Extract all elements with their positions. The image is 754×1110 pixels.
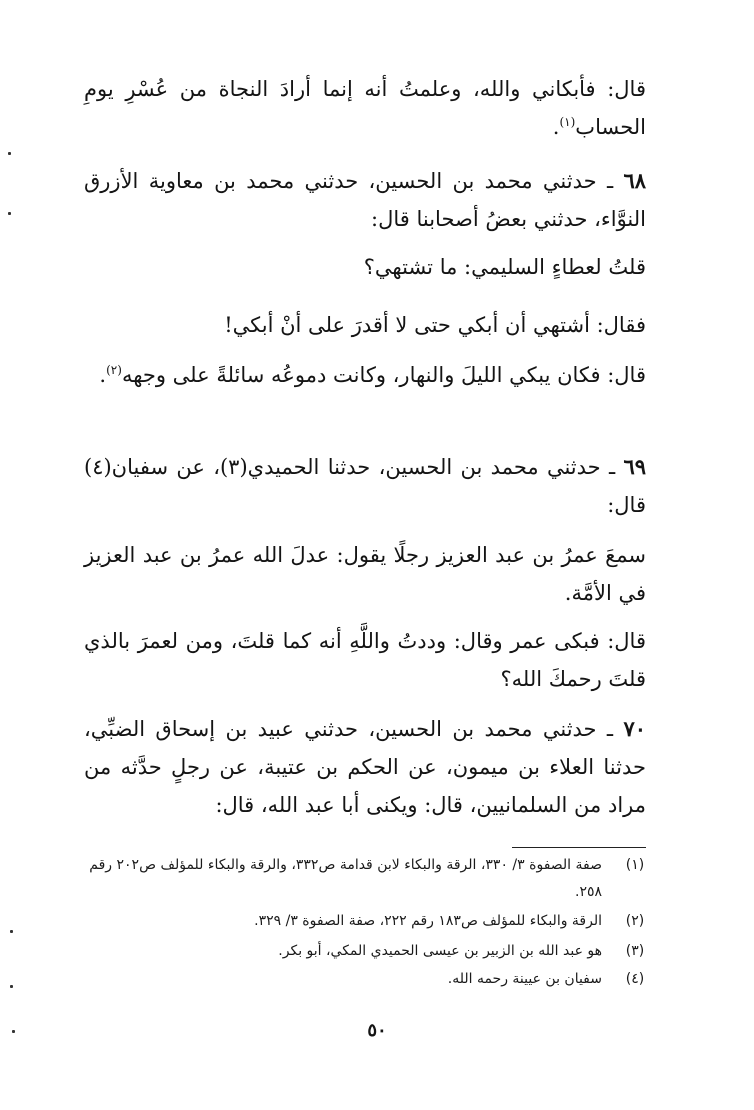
scan-mark	[10, 930, 13, 933]
scan-mark	[12, 1030, 15, 1033]
paragraph-1	[84, 70, 646, 146]
footnote-4-number: (٤)	[625, 971, 645, 987]
paragraph-7	[84, 536, 646, 612]
footnote-ref-1: (١)	[559, 115, 576, 129]
scan-mark	[8, 152, 11, 155]
footnote-1	[84, 852, 646, 906]
scan-mark	[10, 985, 13, 988]
footnote-2	[84, 908, 646, 935]
footnote-4-text: سفيان بن عيينة رحمه الله.	[447, 971, 602, 987]
paragraph-7-text: سمعَ عمرُ بن عبد العزيز رجلًا يقول: عدلَ الله عمرُ بن عبد العزيز في الأمَّة.	[84, 543, 646, 605]
paragraph-69-text: ـ حدثني محمد بن الحسين، حدثنا الحميدي(٣)، عن سفيان(٤) قال:	[84, 455, 646, 517]
paragraph-68-text: ـ حدثني محمد بن الحسين، حدثني محمد بن معاوية الأزرق النوَّاء، حدثني بعضُ أصحابنا قال:	[84, 169, 646, 231]
page-number: ٥٠	[367, 1020, 387, 1041]
paragraph-69	[84, 448, 646, 524]
footnote-2-text: الرقة والبكاء للمؤلف ص١٨٣ رقم ٢٢٢، صفة الصفوة ٣/ ٣٢٩.	[254, 913, 602, 929]
paragraph-1-end: .	[552, 115, 560, 139]
paragraph-70-text: ـ حدثني محمد بن الحسين، حدثني عبيد بن إسحاق الضبِّي، حدثنا العلاء بن ميمون، عن الحكم بن عتيبة، عن رجلٍ حدَّثه من مراد من السلمانيين، قال: ويكنى أبا عبد الله، قال:	[84, 717, 646, 817]
hadith-number-68: ٦٨	[623, 168, 646, 193]
hadith-number-70: ٧٠	[623, 716, 646, 741]
footnote-divider	[512, 847, 646, 848]
paragraph-1-text: قال: فأبكاني والله، وعلمتُ أنه إنما أرادَ النجاة من عُسْرِ يومِ الحساب	[84, 77, 646, 139]
paragraph-5-end: .	[99, 363, 107, 387]
paragraph-5	[84, 356, 646, 394]
scan-mark	[8, 212, 11, 215]
footnote-3-text: هو عبد الله بن الزبير بن عيسى الحميدي المكي، أبو بكر.	[278, 943, 602, 959]
footnote-1-text: صفة الصفوة ٣/ ٣٣٠، الرقة والبكاء لابن قدامة ص٣٣٢، والرقة والبكاء للمؤلف ص٢٠٢ رقم ٢٥٨.	[89, 857, 602, 900]
footnote-3	[84, 938, 646, 965]
paragraph-3	[84, 248, 646, 286]
paragraph-8-text: قال: فبكى عمر وقال: وددتُ واللَّهِ أنه كما قلتَ، ومن لعمرَ بالذي قلتَ رحمكَ الله؟	[84, 629, 646, 691]
paragraph-70	[84, 710, 646, 824]
hadith-number-69: ٦٩	[623, 454, 646, 479]
footnote-1-number: (١)	[625, 857, 645, 873]
paragraph-4-text: فقال: أشتهي أن أبكي حتى لا أقدرَ على أنْ أبكي!	[224, 313, 646, 337]
paragraph-8	[84, 622, 646, 698]
footnote-2-number: (٢)	[625, 913, 645, 929]
paragraph-68	[84, 162, 646, 238]
footnote-4	[84, 966, 646, 993]
paragraph-5-text: قال: فكان يبكي الليلَ والنهار، وكانت دموعُه سائلةً على وجهه	[121, 363, 646, 387]
paragraph-4	[84, 306, 646, 344]
paragraph-3-text: قلتُ لعطاءٍ السليمي: ما تشتهي؟	[363, 255, 646, 279]
footnote-ref-2: (٢)	[106, 363, 122, 377]
footnote-3-number: (٣)	[625, 943, 645, 959]
